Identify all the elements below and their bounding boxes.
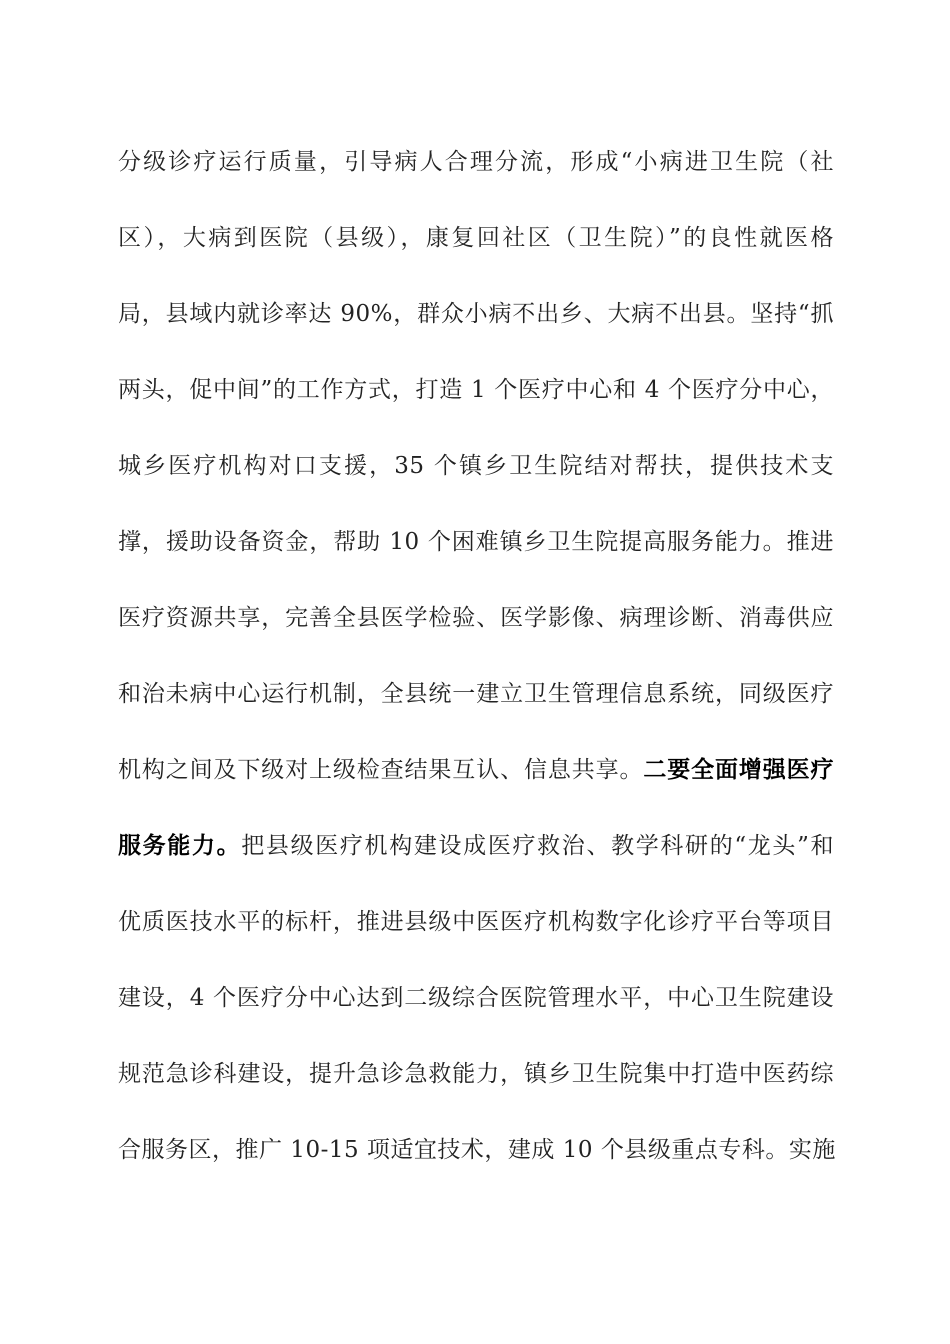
text-line-3: 局，县域内就诊率达 90%，群众小病不出乡、大病不出县。坚持“抓 bbox=[118, 301, 834, 327]
text-line-10-plain: 把县级医疗机构建设成医疗救治、教学科研的“龙头”和 bbox=[241, 833, 834, 859]
text-line-9-plain: 机构之间及下级对上级检查结果互认、信息共享。 bbox=[118, 757, 644, 783]
text-line-7: 医疗资源共享，完善全县医学检验、医学影像、病理诊断、消毒供应 bbox=[118, 605, 834, 631]
text-line-11: 优质医技水平的标杆，推进县级中医医疗机构数字化诊疗平台等项目 bbox=[118, 909, 834, 935]
text-line-2: 区），大病到医院（县级），康复回社区（卫生院）”的良性就医格 bbox=[118, 225, 834, 251]
text-line-10 bbox=[118, 826, 834, 866]
text-line-8: 和治未病中心运行机制，全县统一建立卫生管理信息系统，同级医疗 bbox=[118, 681, 834, 707]
text-line-12: 建设，4 个医疗分中心达到二级综合医院管理水平，中心卫生院建设 bbox=[118, 985, 834, 1011]
text-line-5: 城乡医疗机构对口支援，35 个镇乡卫生院结对帮扶，提供技术支 bbox=[118, 453, 834, 479]
text-line-1: 分级诊疗运行质量，引导病人合理分流，形成“小病进卫生院（社 bbox=[118, 149, 834, 175]
bold-heading-part2: 服务能力。 bbox=[118, 832, 242, 859]
text-line-4: 两头，促中间”的工作方式，打造 1 个医疗中心和 4 个医疗分中心， bbox=[118, 377, 834, 403]
text-line-13: 规范急诊科建设，提升急诊急救能力，镇乡卫生院集中打造中医药综 bbox=[118, 1061, 834, 1087]
text-line-6: 撑，援助设备资金，帮助 10 个困难镇乡卫生院提高服务能力。推进 bbox=[118, 529, 834, 555]
bold-heading-part1: 二要全面增强医疗 bbox=[643, 756, 835, 783]
text-line-14: 合服务区，推广 10-15 项适宜技术，建成 10 个县级重点专科。实施 bbox=[118, 1137, 836, 1163]
text-line-9 bbox=[118, 750, 834, 790]
